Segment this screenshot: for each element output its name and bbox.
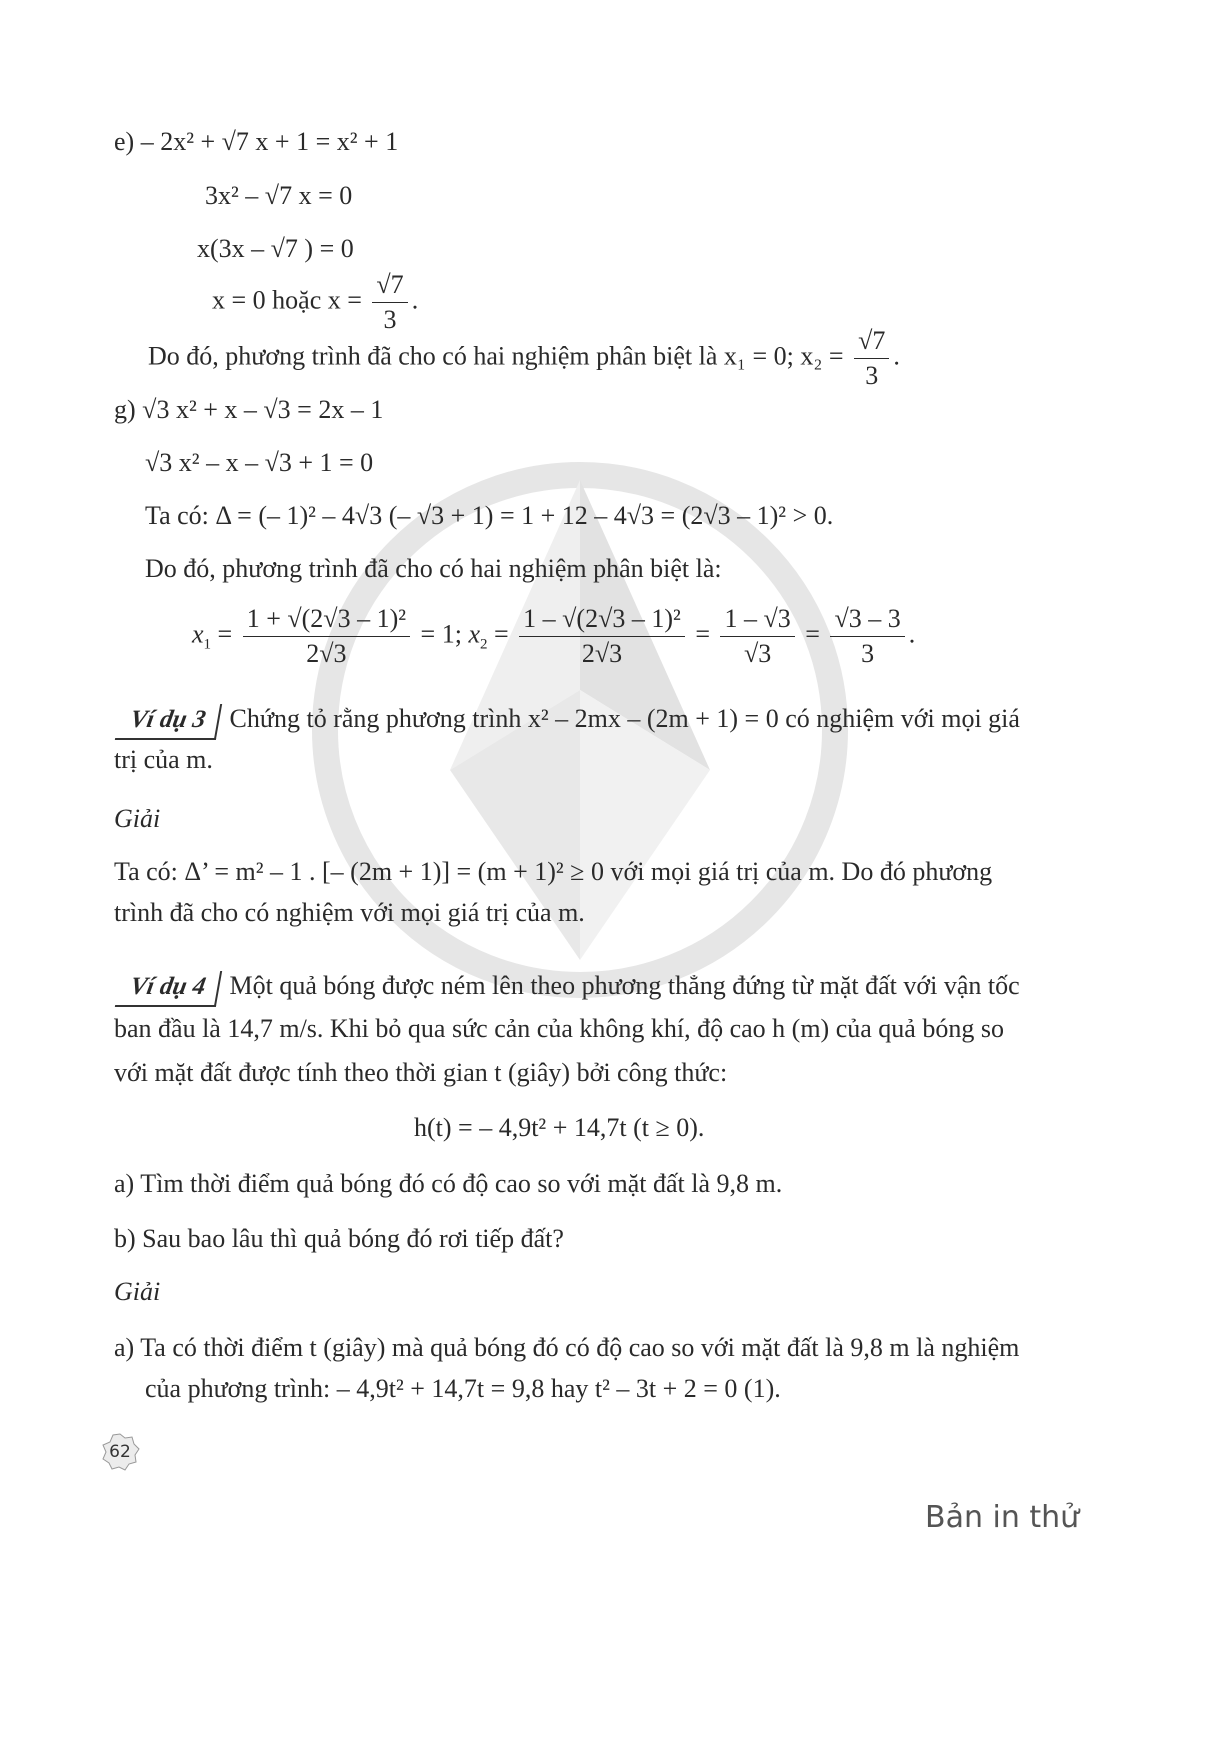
part-e-conclusion-text: Do đó, phương trình đã cho có hai nghiệm phân biệt là (148, 341, 718, 371)
x2-denominator: 2√3 (581, 639, 623, 668)
example4-text-line3: với mặt đất được tính theo thời gian t (giây) bởi công thức: (114, 1058, 728, 1087)
x2-fraction (519, 602, 685, 671)
page-number: 62 (109, 1442, 131, 1462)
part-g-label: g) (114, 395, 136, 424)
example4-formula: h(t) = – 4,9t² + 14,7t (t ≥ 0). (414, 1113, 705, 1142)
example3-badge: Ví dụ 3 (115, 704, 222, 740)
x1-fraction (243, 602, 410, 671)
example3-text-line2: trị của m. (114, 745, 213, 774)
example4-text-line2: ban đầu là 14,7 m/s. Khi bỏ qua sức cản của không khí, độ cao h (m) của quả bóng so (114, 1014, 1004, 1043)
part-g-equation: √3 x² + x – √3 = 2x – 1 (142, 395, 384, 424)
x2-step-numerator: 1 – √3 (720, 602, 794, 637)
x2-step-denominator: √3 (743, 639, 772, 668)
example3-statement (118, 703, 1020, 740)
example4-text-line1: Một quả bóng được ném lên theo phương thẳng đứng từ mặt đất với vận tốc (229, 971, 1020, 1000)
part-e-line4: x = 0 hoặc x = $\frac{√7}{3}$ . (212, 268, 418, 337)
part-e-equation: – 2x² + √7 x + 1 = x² + 1 (140, 127, 399, 156)
x1-denominator: 2√3 (306, 639, 347, 668)
part-g-delta: Ta có: Δ = (– 1)² – 4√3 (– √3 + 1) = 1 + 12 – 4√3 = (2√3 – 1)² > 0. (145, 501, 834, 530)
example4-badge: Ví dụ 4 (115, 971, 222, 1007)
x2-numerator: 1 – √(2√3 – 1)² (519, 602, 685, 637)
part-g-conclusion: Do đó, phương trình đã cho có hai nghiệm phân biệt là: (145, 554, 722, 583)
example4-question-a: a) Tìm thời điểm quả bóng đó có độ cao so với mặt đất là 9,8 m. (114, 1169, 783, 1198)
x2-final-denominator: 3 (861, 639, 875, 668)
part-e-line1 (114, 126, 398, 158)
example4-solution-a-line2: của phương trình: – 4,9t² + 14,7t = 9,8 hay t² – 3t + 2 = 0 (1). (145, 1374, 781, 1403)
example4-statement (118, 970, 1020, 1007)
part-g-line1 (114, 394, 383, 426)
part-e-conclusion: Do đó, phương trình đã cho có hai nghiệm phân biệt là x₁ = 0; x₂ = $\frac{√7}{3}$ . (148, 324, 900, 393)
part-e-line2: 3x² – √7 x = 0 (205, 181, 353, 210)
part-e-conclusion-roots: x₁ = 0; x₂ = (723, 341, 844, 371)
part-e-line3: x(3x – √7 ) = 0 (197, 234, 354, 263)
part-e-conclusion-fraction (854, 324, 889, 393)
part-e-conclusion-denominator: 3 (865, 361, 879, 390)
part-e-fraction-numerator: √7 (372, 268, 407, 303)
x1-value: = 1; (420, 619, 462, 649)
example4-question-b: b) Sau bao lâu thì quả bóng đó rơi tiếp đất? (114, 1224, 564, 1253)
example3-text-line1: Chứng tỏ rằng phương trình x² – 2mx – (2m + 1) = 0 có nghiệm với mọi giá (229, 704, 1020, 733)
example4-solution-label: Giải (114, 1277, 161, 1306)
part-g-roots: $x_1$ = $\frac{\text{1 + √(2√3 – 1)²}}{2√3}$ = 1; $x_2$ = $\frac{\text{1 – √(2√3 – 1)²}}{2√3}$ = $\frac{1 - √3}{√3}$ = $\frac{√3 - 3}{3}$ . (192, 602, 915, 671)
page-number-badge (100, 1432, 140, 1472)
part-e-label: e) (114, 127, 135, 156)
example4-solution-a-line1: a) Ta có thời điểm t (giây) mà quả bóng đó có độ cao so với mặt đất là 9,8 m là nghiệm (114, 1333, 1020, 1362)
x2-final-numerator: √3 – 3 (830, 602, 904, 637)
part-e-conclusion-numerator: √7 (854, 324, 889, 359)
x1-symbol: x (192, 619, 204, 649)
x2-final-fraction (830, 602, 904, 671)
part-e-fraction-denominator: 3 (383, 305, 397, 334)
example3-solution-label: Giải (114, 804, 161, 833)
example3-solution-line2: trình đã cho có nghiệm với mọi giá trị của m. (114, 898, 585, 927)
part-e-line4-prefix: x = 0 hoặc x = (212, 285, 362, 315)
x2-symbol: x (468, 619, 480, 649)
draft-label: Bản in thử (925, 1500, 1080, 1535)
part-g-line2: √3 x² – x – √3 + 1 = 0 (145, 448, 374, 477)
x1-numerator: 1 + √(2√3 – 1)² (243, 602, 410, 637)
x2-step-fraction (720, 602, 794, 671)
example3-solution-line1: Ta có: Δ’ = m² – 1 . [– (2m + 1)] = (m + 1)² ≥ 0 với mọi giá trị của m. Do đó phương (114, 857, 993, 886)
